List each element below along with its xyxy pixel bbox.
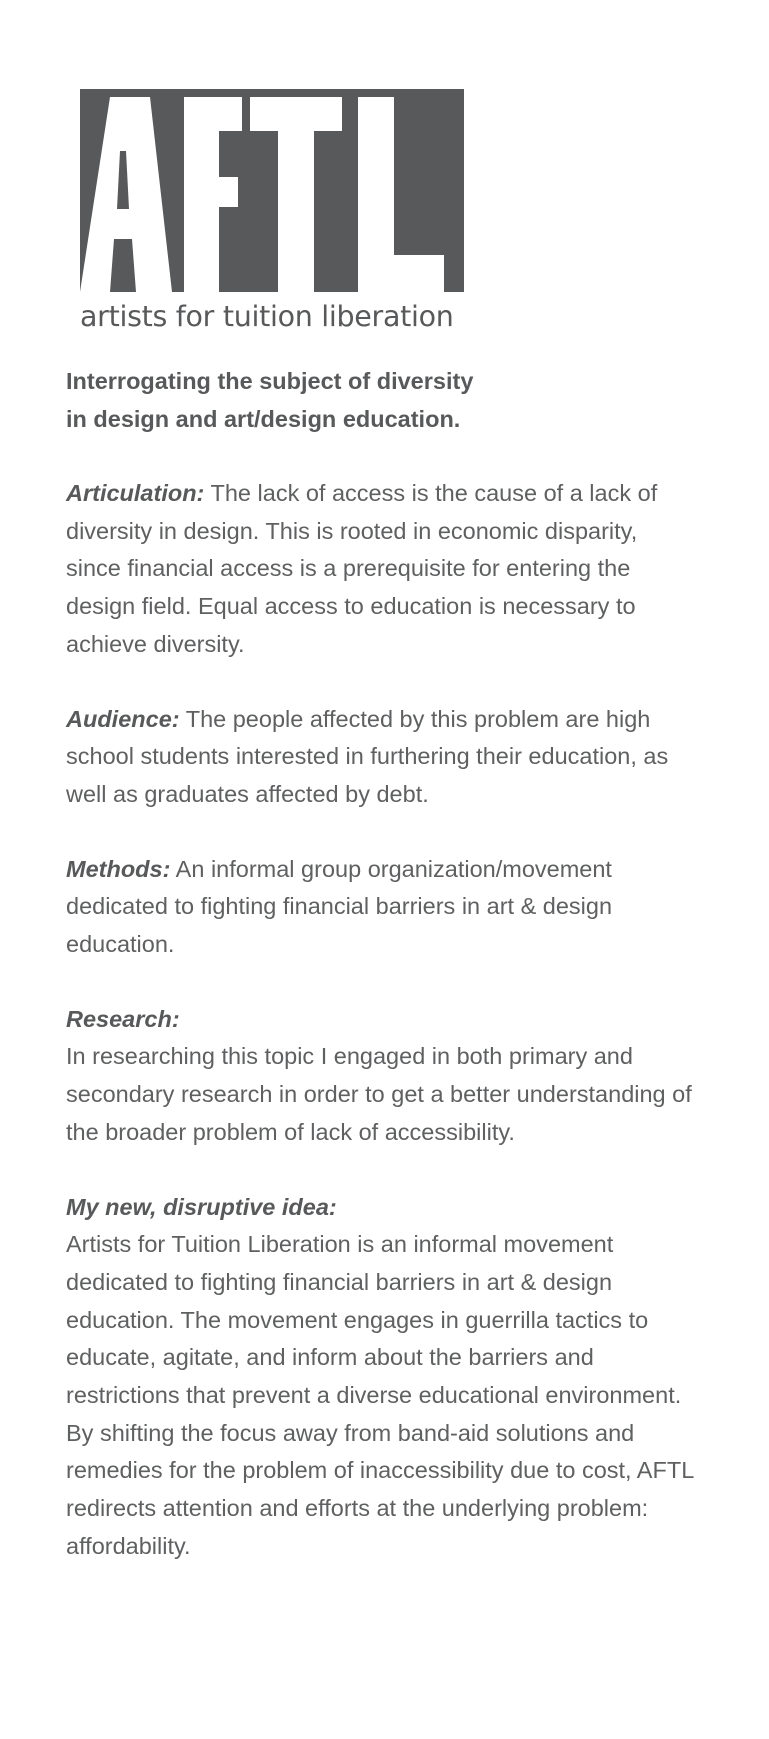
articulation-text: The lack of access is the cause of a lack of diversity in design. This is rooted in economic disparity, since financial access is a prerequisite for entering the design field. Equal access to education is necessary to achieve diversity. — [66, 480, 658, 657]
audience-section — [66, 701, 696, 814]
audience-text: The people affected by this problem are high school students interested in furthering their education, as well as graduates affected by debt. — [66, 705, 669, 807]
research-section — [66, 1001, 696, 1152]
disruptive-idea-section — [66, 1189, 696, 1566]
articulation-section — [66, 475, 696, 664]
headline-line-2: in design and art/design education. — [66, 406, 461, 432]
research-label: Research: — [66, 1005, 180, 1032]
research-text: In researching this topic I engaged in both primary and secondary research in order to get a better understanding of the broader problem of lack of accessibility. — [66, 1043, 692, 1145]
articulation-label: Articulation: — [66, 480, 205, 506]
headline-line-1: Interrogating the subject of diversity — [66, 368, 474, 394]
document-body — [66, 362, 696, 1566]
logo-letters-aftl — [80, 89, 464, 292]
disruptive-idea-label: My new, disruptive idea: — [66, 1193, 337, 1220]
methods-label: Methods: — [66, 855, 171, 882]
logo-tagline: artists for tuition liberation — [80, 300, 454, 333]
aftl-logo — [80, 89, 464, 334]
headline — [66, 362, 586, 438]
methods-text: An informal group organization/movement dedicated to fighting financial barriers in art & design education. — [66, 855, 613, 958]
methods-section — [66, 851, 696, 964]
audience-label: Audience: — [66, 705, 180, 732]
disruptive-idea-text: Artists for Tuition Liberation is an informal movement dedicated to fighting financial barriers in art & design education. The movement engages in guerrilla tactics to educate, agitate, and inform about the barriers and restrictions that prevent a diverse educational environment. By shifting the focus away from band-aid solutions and remedies for the problem of inaccessibility due to cost, AFTL redirects attention and efforts at the underlying problem: affordability. — [66, 1231, 694, 1559]
logo-block — [80, 89, 464, 292]
